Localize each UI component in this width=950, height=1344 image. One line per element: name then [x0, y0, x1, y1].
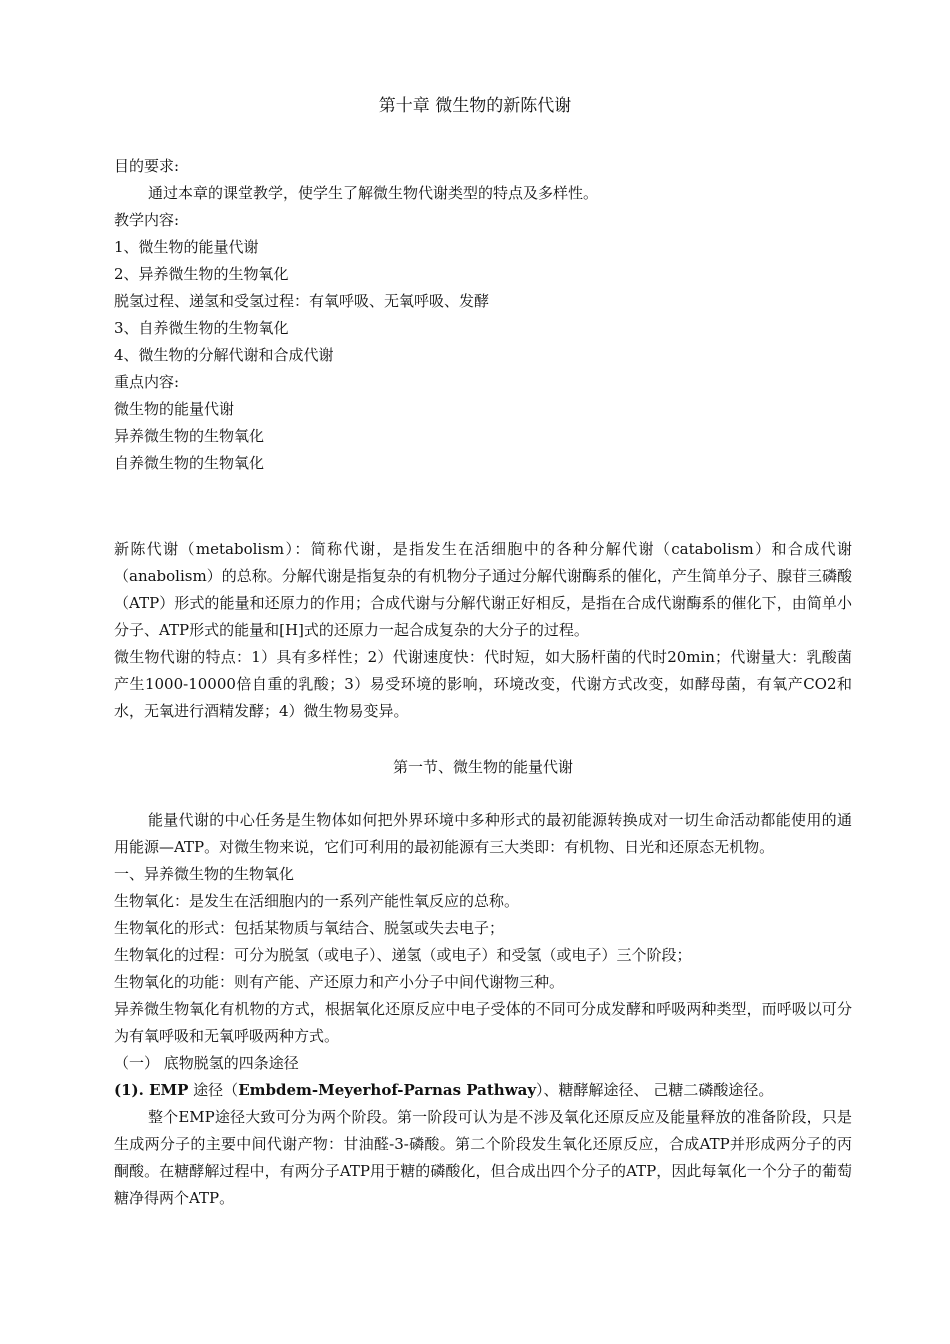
emp-text: 整个EMP途径大致可分为两个阶段。第一阶段可认为是不涉及氧化还原反应及能量释放的准备阶段，只是生成两分子的主要中间代谢产物：甘油醛-3-磷酸。第二个阶段发生氧化还原反应，合成ATP并形成两分子的丙酮酸。在糖酵解过程中，有两分子ATP用于糖的磷酸化，但合成出四个分子的ATP，因此每氧化一个分子的葡萄糖净得两个ATP。 [114, 1108, 852, 1207]
subheading: 一、异养微生物的生物氧化 [114, 865, 295, 883]
chapter-title: 第十章 微生物的新陈代谢 [378, 96, 572, 116]
section-body [114, 807, 852, 1212]
part-heading: （一） 底物脱氢的四条途径 [114, 1054, 299, 1072]
content-item: 脱氢过程、递氢和受氢过程：有氧呼吸、无氧呼吸、发酵 [114, 292, 490, 310]
metabolism-features: 微生物代谢的特点：1）具有多样性；2）代谢速度快：代时短，如大肠杆菌的代时20min；代谢量大：乳酸菌产生1000-10000倍自重的乳酸；3）易受环境的影响，环境改变，代谢方式改变，如酵母菌，有氧产CO2和水，无氧进行酒精发酵；4）微生物易变异。 [114, 648, 852, 720]
oxidation-line: 生物氧化：是发生在活细胞内的一系列产能性氧反应的总称。 [114, 892, 520, 910]
content-item: 2、异养微生物的生物氧化 [114, 265, 289, 283]
content-item: 4、微生物的分解代谢和合成代谢 [114, 346, 334, 364]
emp-heading [114, 1077, 852, 1104]
heterotroph-text: 异养微生物氧化有机物的方式，根据氧化还原反应中电子受体的不同可分成发酵和呼吸两种类型，而呼吸以可分为有氧呼吸和无氧呼吸两种方式。 [114, 1000, 852, 1045]
oxidation-line: 生物氧化的形式：包括某物质与氧结合、脱氢或失去电子； [114, 919, 505, 937]
content-heading: 教学内容: [114, 211, 180, 229]
oxidation-line: 生物氧化的功能：则有产能、产还原力和产小分子中间代谢物三种。 [114, 973, 565, 991]
objective-text: 通过本章的课堂教学，使学生了解微生物代谢类型的特点及多样性。 [148, 184, 599, 202]
content-item: 1、微生物的能量代谢 [114, 238, 259, 256]
key-item: 微生物的能量代谢 [114, 400, 235, 418]
objective-heading: 目的要求: [114, 157, 180, 175]
content-item: 3、自养微生物的生物氧化 [114, 319, 289, 337]
key-heading: 重点内容: [114, 373, 180, 391]
intro-block [114, 153, 852, 477]
metabolism-block [114, 536, 852, 725]
oxidation-line: 生物氧化的过程：可分为脱氢（或电子）、递氢（或电子）和受氢（或电子）三个阶段； [114, 946, 692, 964]
section-intro: 能量代谢的中心任务是生物体如何把外界环境中多种形式的最初能源转换成对一切生命活动都能使用的通用能源—ATP。对微生物来说，它们可利用的最初能源有三大类即：有机物、日光和还原态无机物。 [114, 811, 852, 856]
emp-mid2: ）、糖酵解途径、 己糖二磷酸途径。 [536, 1081, 774, 1099]
metabolism-definition: 新陈代谢（metabolism）：简称代谢，是指发生在活细胞中的各种分解代谢（catabolism）和合成代谢（anabolism）的总称。分解代谢是指复杂的有机物分子通过分解代谢酶系的催化，产生简单分子、腺苷三磷酸（ATP）形式的能量和还原力的作用；合成代谢与分解代谢正好相反，是指在合成代谢酶系的催化下，由简单小分子、ATP形式的能量和[H]式的还原力一起合成复杂的大分子的过程。 [114, 540, 852, 639]
emp-name: Embdem-Meyerhof-Parnas Pathway [238, 1081, 537, 1099]
emp-mid1: 途径（ [188, 1081, 239, 1099]
key-item: 自养微生物的生物氧化 [114, 454, 265, 472]
section-heading: 第一节、微生物的能量代谢 [392, 758, 573, 776]
key-item: 异养微生物的生物氧化 [114, 427, 265, 445]
emp-prefix: (1). EMP [114, 1081, 189, 1099]
